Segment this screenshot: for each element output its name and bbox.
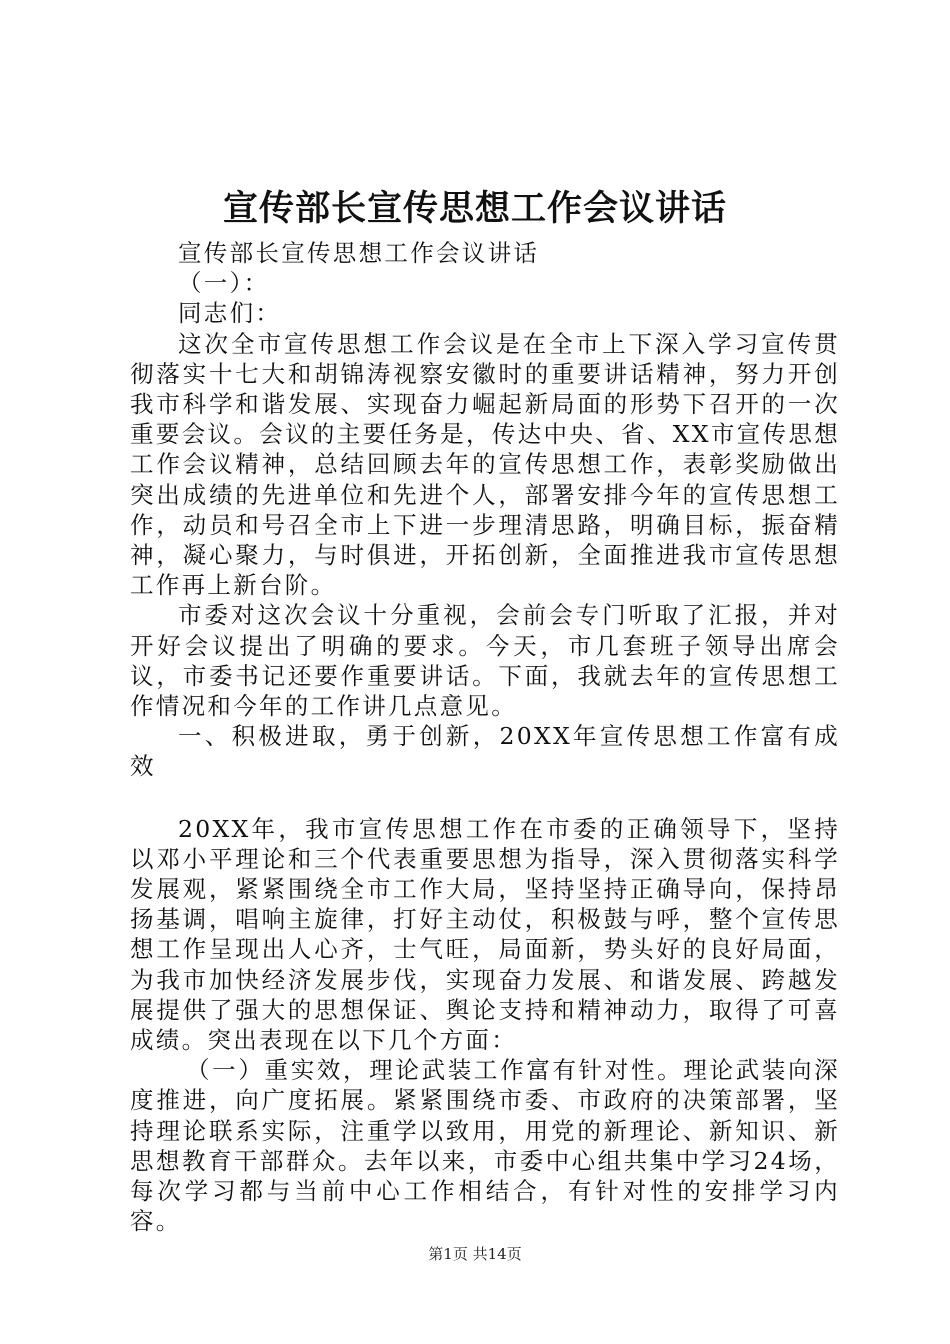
- subtitle-paragraph: 宣传部长宣传思想工作会议讲话: [178, 239, 540, 267]
- salutation: 同志们：: [178, 299, 282, 328]
- body-paragraph: （一）重实效，理论武装工作富有针对性。理论武装向深度推进，向广度拓展。紧紧围绕市委、市政府的决策部署，坚持理论联系实际，注重学以致用，用党的新理论、新知识、新思想教育干部群众。去年以来，市委中心组共集中学习24场，每次学习都与当前中心工作相结合，有针对性的安排学习内容。: [130, 1056, 840, 1236]
- document-body: [130, 238, 840, 1237]
- paragraph-gap: [130, 782, 840, 814]
- body-paragraph: 这次全市宣传思想工作会议是在全市上下深入学习宣传贯彻落实十七大和胡锦涛视察安徽时的重要讲话精神，努力开创我市科学和谐发展、实现奋力崛起新局面的形势下召开的一次重要会议。会议的主要任务是，传达中央、省、XX市宣传思想工作会议精神，总结回顾去年的宣传思想工作，表彰奖励做出突出成绩的先进单位和先进个人，部署安排今年的宣传思想工作，动员和号召全市上下进一步理清思路，明确目标，振奋精神，凝心聚力，与时俱进，开拓创新，全面推进我市宣传思想工作再上新台阶。: [130, 329, 840, 600]
- section-heading: 一、积极进取，勇于创新，20XX年宣传思想工作富有成效: [130, 722, 840, 781]
- page-footer: 第1页 共14页: [428, 1245, 522, 1263]
- document-title: 宣传部长宣传思想工作会议讲话: [222, 188, 727, 229]
- body-paragraph: 市委对这次会议十分重视，会前会专门听取了汇报，并对开好会议提出了明确的要求。今天，市几套班子领导出席会议，市委书记还要作重要讲话。下面，我就去年的宣传思想工作情况和今年的工作讲几点意见。: [130, 601, 840, 721]
- body-paragraph: 20XX年，我市宣传思想工作在市委的正确领导下，坚持以邓小平理论和三个代表重要思想为指导，深入贯彻落实科学发展观，紧紧围绕全市工作大局，坚持坚持正确导向，保持昂扬基调，唱响主旋律，打好主动仗，积极鼓与呼，整个宣传思想工作呈现出人心齐，士气旺，局面新，势头好的良好局面，为我市加快经济发展步伐，实现奋力发展、和谐发展、跨越发展提供了强大的思想保证、舆论支持和精神动力，取得了可喜成绩。突出表现在以下几个方面：: [130, 814, 840, 1055]
- section-marker: （一）：: [178, 269, 270, 298]
